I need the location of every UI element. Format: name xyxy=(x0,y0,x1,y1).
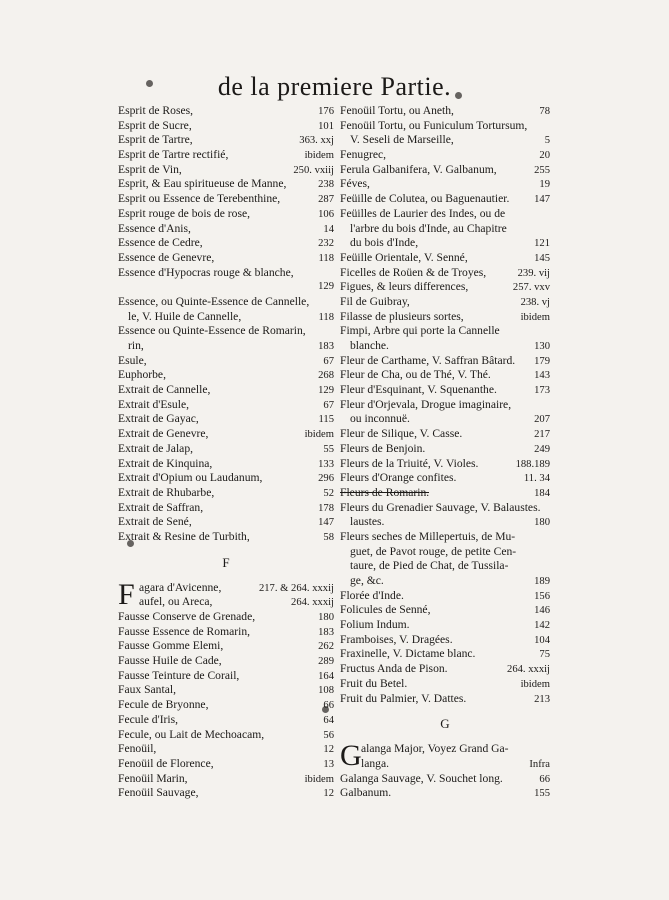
index-entry xyxy=(118,398,334,413)
entry-page: 180 xyxy=(318,612,334,624)
index-entry xyxy=(118,471,334,486)
entry-name: Extrait de Sené, xyxy=(118,515,192,529)
page-header-title: de la premiere Partie. xyxy=(217,72,452,101)
ink-spot xyxy=(455,92,462,99)
entry-name: Extrait d'Esule, xyxy=(118,397,189,411)
entry-name: Fructus Anda de Pison. xyxy=(340,662,448,676)
entry-page: ibidem xyxy=(304,150,334,162)
index-entry xyxy=(118,412,334,427)
entry-name: Esprit, & Eau spiritueuse de Manne, xyxy=(118,177,287,191)
index-entry xyxy=(340,471,550,486)
entry-name: Framboises, V. Dragées. xyxy=(340,632,453,646)
entry-name: Filasse de plusieurs sortes, xyxy=(340,309,464,323)
index-entry xyxy=(340,207,550,222)
entry-name: Esprit de Tartre, xyxy=(118,133,193,147)
left-column xyxy=(118,104,334,801)
entry-name: taure, de Pied de Chat, de Tussila- xyxy=(350,559,509,573)
entry-page: 257. vxv xyxy=(512,282,550,294)
entry-page: 287 xyxy=(318,194,334,206)
entry-page: 129 xyxy=(318,385,334,397)
entry-page: 188.189 xyxy=(515,458,550,470)
index-entry xyxy=(118,163,334,178)
entry-page: 56 xyxy=(323,729,334,741)
entry-name: Féves, xyxy=(340,177,370,191)
index-entry xyxy=(340,104,550,119)
entry-page: 145 xyxy=(534,252,550,264)
entry-name: Fleur de Carthame, V. Saffran Bâtard. xyxy=(340,353,516,367)
entry-name: Esprit rouge de bois de rose, xyxy=(118,206,251,220)
index-entry xyxy=(139,581,334,596)
entry-page: 213 xyxy=(534,693,550,705)
index-entry xyxy=(118,457,334,472)
section-letter: G xyxy=(440,716,450,732)
entry-name: aufel, ou Areca, xyxy=(139,595,213,609)
index-entry xyxy=(118,757,334,772)
index-entry xyxy=(340,545,550,560)
entry-page: 19 xyxy=(539,179,550,191)
index-entry xyxy=(118,119,334,134)
index-entry xyxy=(340,618,550,633)
entry-name: Extrait de Rhubarbe, xyxy=(118,485,215,499)
entry-name: Ferula Galbanifera, V. Galbanum, xyxy=(340,162,497,176)
entry-name: Essence, ou Quinte-Essence de Cannelle, xyxy=(118,294,310,308)
entry-page: 238 xyxy=(318,179,334,191)
index-entry xyxy=(118,610,334,625)
entry-name: Esprit de Sucre, xyxy=(118,118,192,132)
entry-name: Esprit de Roses, xyxy=(118,104,194,117)
index-entry xyxy=(118,625,334,640)
index-entry xyxy=(340,339,550,354)
entry-page: 217 xyxy=(534,429,550,441)
entry-name: Fleurs de la Triuité, V. Violes. xyxy=(340,456,479,470)
index-entry xyxy=(340,662,550,677)
entry-name: du bois d'Inde, xyxy=(350,236,419,250)
index-entry xyxy=(118,177,334,192)
entry-name: Extrait & Resine de Turbith, xyxy=(118,529,250,543)
entry-name: Folicules de Senné, xyxy=(340,603,431,617)
index-entry xyxy=(340,354,550,369)
entry-page: 5 xyxy=(544,135,550,147)
index-entry xyxy=(340,692,550,707)
index-entry xyxy=(118,324,334,339)
index-entry xyxy=(118,236,334,251)
index-entry xyxy=(118,698,334,713)
entry-name: Esprit ou Essence de Terebenthine, xyxy=(118,192,281,206)
entry-page: 130 xyxy=(534,341,550,352)
index-entry xyxy=(340,633,550,648)
entry-name: V. Seseli de Marseille, xyxy=(350,133,454,147)
entry-name: Fecule, ou Lait de Mechoacam, xyxy=(118,727,265,741)
index-entry xyxy=(118,486,334,501)
entry-name: laustes. xyxy=(350,515,385,529)
index-entry xyxy=(340,310,550,325)
index-entry xyxy=(340,772,550,787)
entry-page: 363. xxj xyxy=(299,135,334,147)
index-entry xyxy=(118,133,334,148)
index-entry xyxy=(118,515,334,530)
dropcap-letter: G xyxy=(340,739,362,773)
index-entry xyxy=(118,339,334,354)
entry-page: 146 xyxy=(534,605,550,617)
entry-name: Fecule de Bryonne, xyxy=(118,698,209,712)
index-entry xyxy=(118,501,334,516)
entry-name: Fleurs seches de Millepertuis, de Mu- xyxy=(340,529,516,543)
entry-page: 156 xyxy=(534,590,550,602)
entry-name: Esprit de Vin, xyxy=(118,162,182,176)
entry-page: 121 xyxy=(534,238,550,250)
index-entry xyxy=(118,148,334,163)
index-entry xyxy=(340,192,550,207)
index-entry xyxy=(340,574,550,589)
entry-page: 255 xyxy=(534,164,550,176)
entry-page: 11. 34 xyxy=(523,473,550,485)
index-entry xyxy=(340,383,550,398)
index-entry xyxy=(118,728,334,743)
entry-page: ibidem xyxy=(304,773,334,785)
index-entry xyxy=(340,280,550,295)
index-entry xyxy=(340,603,550,618)
entry-name: l'arbre du bois d'Inde, au Chapitre xyxy=(350,221,507,235)
entry-name: Fecule d'Iris, xyxy=(118,712,179,726)
index-entry xyxy=(340,589,550,604)
entry-name: Galanga Sauvage, V. Souchet long. xyxy=(340,771,503,785)
entry-page: 13 xyxy=(323,758,334,770)
index-entry xyxy=(139,595,334,610)
entry-name: Fruit du Palmier, V. Dattes. xyxy=(340,691,467,705)
entry-name: Folium Indum. xyxy=(340,618,410,632)
entry-page: 155 xyxy=(534,788,550,800)
index-entry xyxy=(118,683,334,698)
entry-name: agara d'Avicenne, xyxy=(139,580,222,594)
entry-page: 67 xyxy=(323,399,334,411)
entry-page: 12 xyxy=(323,788,334,800)
entry-name: Fenoüil Tortu, ou Funiculum Tortursum, xyxy=(340,118,528,132)
entry-page: 264. xxxij xyxy=(507,664,550,676)
entry-page: 239. vij xyxy=(517,267,550,279)
entry-page: 164 xyxy=(318,670,334,682)
entry-page: 20 xyxy=(539,150,550,162)
entry-page: 184 xyxy=(534,487,550,499)
entry-page: 289 xyxy=(318,656,334,668)
index-entry xyxy=(340,501,550,516)
entry-page: 106 xyxy=(318,208,334,220)
entry-name: Fleur d'Orjevala, Drogue imaginaire, xyxy=(340,397,512,411)
dropcap-letter: F xyxy=(118,577,135,611)
index-entry xyxy=(361,757,550,772)
entry-name: Feüille Orientale, V. Senné, xyxy=(340,250,468,264)
index-entry xyxy=(118,772,334,787)
index-entry xyxy=(118,207,334,222)
entry-name: Essence de Cedre, xyxy=(118,236,203,250)
index-entry xyxy=(118,639,334,654)
entry-name: Essence ou Quinte-Essence de Romarin, xyxy=(118,324,306,338)
entry-page: 249 xyxy=(534,443,550,455)
entry-page: ibidem xyxy=(520,311,550,323)
entry-name: guet, de Pavot rouge, de petite Cen- xyxy=(350,544,517,558)
entry-page: 176 xyxy=(318,106,334,117)
index-entry xyxy=(118,383,334,398)
entry-page: 58 xyxy=(323,531,334,543)
ink-spot xyxy=(146,80,153,87)
entry-page: 173 xyxy=(534,385,550,397)
entry-name: Fleur de Cha, ou de Thé, V. Thé. xyxy=(340,368,491,382)
entry-name: Extrait de Saffran, xyxy=(118,500,204,514)
entry-page: 232 xyxy=(318,238,334,250)
entry-name: Essence de Genevre, xyxy=(118,250,215,264)
entry-page: ibidem xyxy=(520,678,550,690)
entry-page: 189 xyxy=(534,576,550,587)
entry-page: 296 xyxy=(318,473,334,485)
entry-name: Feüilles de Laurier des Indes, ou de xyxy=(340,206,506,220)
index-entry xyxy=(118,713,334,728)
entry-name: Fil de Guibray, xyxy=(340,294,410,308)
entry-page: 129 xyxy=(318,281,334,293)
index-entry xyxy=(118,669,334,684)
index-entry xyxy=(118,192,334,207)
entry-page: 147 xyxy=(318,517,334,529)
entry-name: Faux Santal, xyxy=(118,683,176,697)
entry-page: 143 xyxy=(534,370,550,382)
entry-page: 115 xyxy=(318,414,334,426)
entry-page: 178 xyxy=(318,502,334,514)
index-entry xyxy=(118,251,334,266)
entry-name: Fleur de Silique, V. Casse. xyxy=(340,427,463,441)
entry-name: Euphorbe, xyxy=(118,368,166,382)
entry-name: le, V. Huile de Cannelle, xyxy=(128,309,242,323)
entry-name: ge, &c. xyxy=(350,574,384,587)
index-entry xyxy=(118,427,334,442)
entry-name: Fausse Teinture de Corail, xyxy=(118,668,240,682)
index-entry xyxy=(118,266,334,281)
entry-page: 238. vj xyxy=(520,296,550,308)
entry-page: 262 xyxy=(318,641,334,653)
entry-name: Extrait de Cannelle, xyxy=(118,383,211,397)
dropcap-block xyxy=(340,739,550,773)
entry-page: 180 xyxy=(534,517,550,529)
index-entry xyxy=(340,236,550,251)
entry-name: Fleurs de Benjoin. xyxy=(340,441,426,455)
entry-page: 66 xyxy=(539,773,550,785)
index-entry xyxy=(118,104,334,119)
entry-name: Extrait de Genevre, xyxy=(118,427,209,441)
entry-page: 55 xyxy=(323,443,334,455)
entry-name: Esule, xyxy=(118,353,147,367)
index-entry xyxy=(118,530,334,545)
entry-name: langa. xyxy=(361,756,390,770)
entry-page: 104 xyxy=(534,634,550,646)
entry-name: Extrait de Kinquina, xyxy=(118,456,213,470)
index-entry xyxy=(340,647,550,662)
entry-page: 118 xyxy=(318,252,334,264)
entry-name: Fleurs d'Orange confites. xyxy=(340,471,457,485)
entry-name: Fenoüil Marin, xyxy=(118,771,188,785)
index-entry xyxy=(118,280,334,295)
entry-page: 66 xyxy=(323,700,334,712)
index-entry xyxy=(340,266,550,281)
entry-name: rin, xyxy=(128,339,144,352)
index-entry xyxy=(340,486,550,501)
entry-name: ou inconnuë. xyxy=(350,412,410,426)
entry-page: 268 xyxy=(318,370,334,382)
entry-page: 52 xyxy=(323,487,334,499)
entry-name: Extrait de Jalap, xyxy=(118,441,194,455)
entry-page: 64 xyxy=(323,714,334,726)
entry-name: Galbanum. xyxy=(340,786,392,800)
entry-page: 108 xyxy=(318,685,334,697)
entry-page: 12 xyxy=(323,744,334,756)
dropcap-block xyxy=(118,577,334,611)
index-entry xyxy=(340,559,550,574)
index-entry xyxy=(340,427,550,442)
entry-name: Esprit de Tartre rectifié, xyxy=(118,148,229,162)
entry-page: 217. & 264. xxxij xyxy=(258,582,334,594)
entry-page: 147 xyxy=(534,194,550,206)
index-entry xyxy=(118,368,334,383)
right-column xyxy=(340,104,550,801)
entry-page: 207 xyxy=(534,414,550,426)
index-entry xyxy=(340,530,550,545)
index-entry xyxy=(340,324,550,339)
index-entry xyxy=(118,354,334,369)
entry-name: Fenoüil de Florence, xyxy=(118,756,214,770)
section-letter: F xyxy=(222,554,230,570)
entry-name: Ficelles de Roüen & de Troyes, xyxy=(340,265,487,279)
entry-name: Essence d'Hypocras rouge & blanche, xyxy=(118,265,294,279)
index-entry xyxy=(118,442,334,457)
entry-name: Fimpi, Arbre qui porte la Cannelle xyxy=(340,324,500,338)
index-entry xyxy=(340,412,550,427)
entry-page: 133 xyxy=(318,458,334,470)
entry-page: 142 xyxy=(534,620,550,632)
entry-page: 75 xyxy=(539,649,550,661)
entry-name: Extrait d'Opium ou Laudanum, xyxy=(118,471,263,485)
entry-name: Fruit du Betel. xyxy=(340,676,408,690)
index-entry xyxy=(340,177,550,192)
index-entry xyxy=(340,148,550,163)
entry-name: Fenugrec, xyxy=(340,148,387,162)
entry-name: Fausse Conserve de Grenade, xyxy=(118,610,256,624)
entry-name: Florée d'Inde. xyxy=(340,588,404,602)
entry-page: Infra xyxy=(529,758,550,770)
entry-name: Feüille de Colutea, ou Baguenautier. xyxy=(340,192,510,206)
index-entry xyxy=(118,786,334,801)
entry-name: Fleurs de Romarin. xyxy=(340,485,430,499)
entry-name: Fausse Huile de Cade, xyxy=(118,654,222,668)
entry-page: 118 xyxy=(318,311,334,323)
entry-page: 183 xyxy=(318,341,334,352)
index-entry xyxy=(340,457,550,472)
index-entry xyxy=(340,442,550,457)
entry-page: 101 xyxy=(318,120,334,132)
entry-page: 250. vxiij xyxy=(293,164,334,176)
index-entry xyxy=(340,515,550,530)
entry-page: 264. xxxij xyxy=(291,597,334,609)
entry-name: Fleur d'Esquinant, V. Squenanthe. xyxy=(340,383,497,397)
entry-page: ibidem xyxy=(304,429,334,441)
entry-name: Fenoüil Tortu, ou Aneth, xyxy=(340,104,454,117)
index-entry xyxy=(118,295,334,310)
entry-name: Fleurs du Grenadier Sauvage, V. Balaustes. xyxy=(340,500,541,514)
index-entry xyxy=(340,368,550,383)
index-entry xyxy=(118,310,334,325)
index-entry xyxy=(340,119,550,134)
index-entry xyxy=(340,677,550,692)
entry-name: Fenoüil Sauvage, xyxy=(118,786,199,800)
entry-name: blanche. xyxy=(350,339,389,352)
index-entry xyxy=(118,654,334,669)
entry-name: Fausse Essence de Romarin, xyxy=(118,624,251,638)
index-entry xyxy=(340,295,550,310)
entry-name: Fenoüil, xyxy=(118,742,157,756)
index-entry xyxy=(340,251,550,266)
entry-name: Figues, & leurs differences, xyxy=(340,280,469,294)
entry-name: Fausse Gomme Elemi, xyxy=(118,639,224,653)
entry-name: alanga Major, Voyez Grand Ga- xyxy=(361,742,509,756)
index-entry xyxy=(340,133,550,148)
index-entry xyxy=(118,222,334,237)
entry-name: Extrait de Gayac, xyxy=(118,412,199,426)
index-entry xyxy=(118,742,334,757)
index-entry xyxy=(340,398,550,413)
entry-page: 14 xyxy=(323,223,334,235)
entry-name: Fraxinelle, V. Dictame blanc. xyxy=(340,647,476,661)
entry-page: 179 xyxy=(534,355,550,367)
index-entry xyxy=(340,163,550,178)
index-entry xyxy=(340,786,550,801)
entry-name: Essence d'Anis, xyxy=(118,221,191,235)
index-entry xyxy=(340,222,550,237)
entry-page: 78 xyxy=(539,106,550,117)
index-entry xyxy=(361,742,550,757)
entry-page: 183 xyxy=(318,626,334,638)
entry-page: 67 xyxy=(323,355,334,367)
